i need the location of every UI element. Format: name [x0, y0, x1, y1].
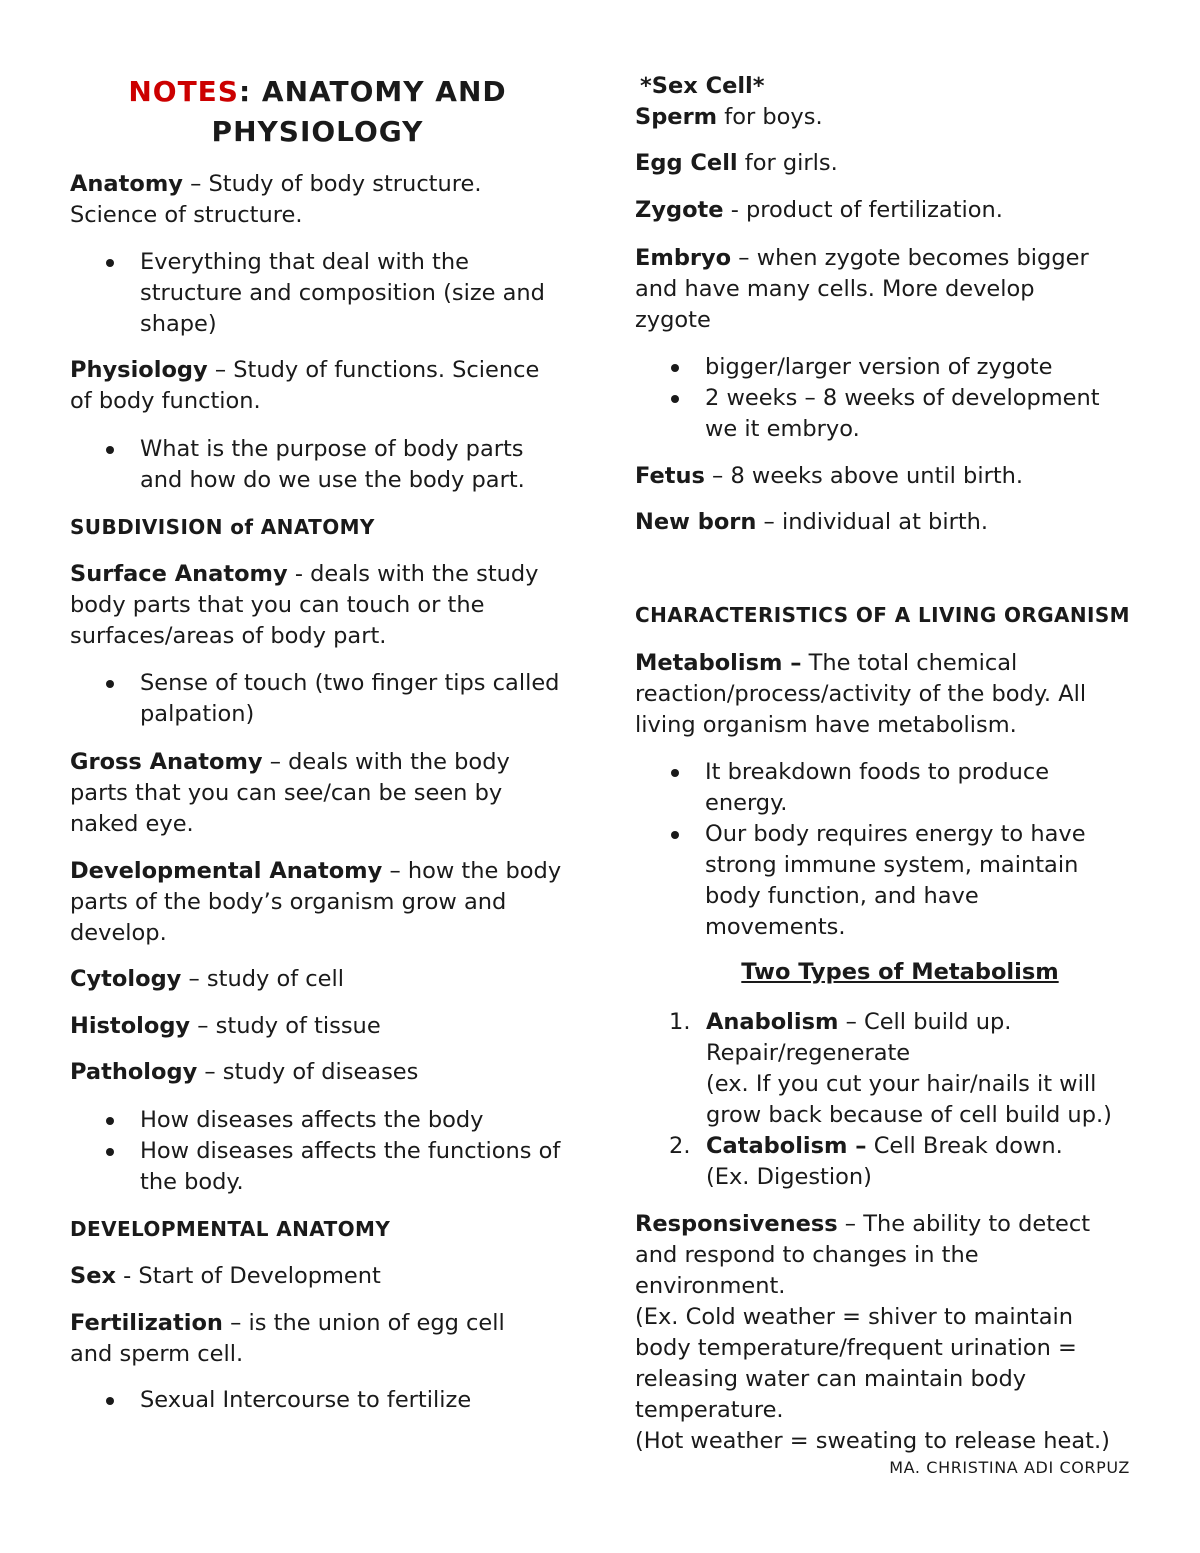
term: Fertilization: [70, 1310, 223, 1336]
term: Metabolism –: [635, 650, 802, 676]
physiology-bullets: [70, 434, 565, 496]
term: Zygote: [635, 197, 724, 223]
egg-definition: [635, 148, 1135, 179]
item-number: 1.: [669, 1009, 691, 1035]
example-cold: (Ex. Cold weather = shiver to maintain body temperature/frequent urination = releasing water can maintain body temperature.: [635, 1304, 1077, 1423]
list-item: bigger/larger version of zygote: [635, 352, 1110, 383]
sperm-definition: [635, 102, 1135, 133]
definition: – study of tissue: [190, 1013, 381, 1039]
gross-anatomy: [70, 747, 565, 840]
definition: – study of diseases: [197, 1059, 419, 1085]
definition: – is the union of egg cell and sperm cell.: [70, 1310, 505, 1367]
pathology-bullets: [70, 1105, 570, 1198]
list-item: [635, 1131, 1135, 1193]
sex-cell-heading: *Sex Cell*: [640, 73, 765, 99]
term: Sex: [70, 1263, 116, 1289]
definition: – Study of functions. Science of body function.: [70, 357, 540, 414]
list-item: Our body requires energy to have strong immune system, maintain body function, and have movements.: [635, 819, 1090, 943]
pathology: [70, 1057, 565, 1088]
author-footer: MA. CHRISTINA ADI CORPUZ: [889, 1458, 1130, 1477]
definition: – 8 weeks above until birth.: [704, 463, 1024, 489]
list-item: How diseases affects the body: [70, 1105, 570, 1136]
fertilization-definition: [70, 1308, 550, 1370]
item-number: 2.: [669, 1133, 691, 1159]
term: Physiology: [70, 357, 208, 383]
term: Sperm: [635, 104, 718, 130]
definition: - deals with the study body parts that you can touch or the surfaces/areas of body part.: [70, 561, 539, 649]
anatomy-definition: [70, 169, 570, 231]
embryo-bullets: [635, 352, 1110, 445]
surface-anatomy: [70, 559, 560, 652]
term: Anabolism: [706, 1009, 839, 1035]
term: Gross Anatomy: [70, 749, 263, 775]
example-hot: (Hot weather = sweating to release heat.): [635, 1428, 1110, 1454]
fertilization-bullets: [70, 1385, 570, 1416]
zygote-definition: [635, 195, 1135, 226]
definition: – when zygote becomes bigger and have many cells. More develop zygote: [635, 245, 1089, 333]
page-title: [70, 72, 565, 152]
newborn-definition: [635, 507, 1135, 538]
metabolism-bullets: [635, 757, 1090, 943]
term: Developmental Anatomy: [70, 858, 383, 884]
term: Anatomy: [70, 171, 183, 197]
anatomy-bullets: [70, 247, 565, 340]
term: Histology: [70, 1013, 191, 1039]
term: Fetus: [635, 463, 705, 489]
definition: The total chemical reaction/process/activity of the body. All living organism have metabolism.: [635, 650, 1087, 738]
developmental-heading: DEVELOPMENTAL ANATOMY: [70, 1217, 391, 1241]
title-line2: PHYSIOLOGY: [211, 115, 424, 148]
surface-bullets: [70, 668, 570, 730]
list-item: Everything that deal with the structure and composition (size and shape): [70, 247, 565, 340]
list-item: Sense of touch (two finger tips called palpation): [70, 668, 570, 730]
list-item: Sexual Intercourse to fertilize: [70, 1385, 570, 1416]
definition: for boys.: [717, 104, 823, 130]
definition: - Start of Development: [115, 1263, 381, 1289]
title-notes: NOTES: [128, 75, 239, 108]
definition: Cell Break down.: [866, 1133, 1063, 1159]
fetus-definition: [635, 461, 1135, 492]
term: Embryo: [635, 245, 732, 271]
list-item: [635, 1007, 1135, 1131]
list-item: How diseases affects the functions of the body.: [70, 1136, 570, 1198]
responsiveness-definition: [635, 1209, 1135, 1457]
term: New born: [635, 509, 757, 535]
definition: – deals with the body parts that you can see/can be seen by naked eye.: [70, 749, 510, 837]
definition: – individual at birth.: [756, 509, 989, 535]
histology: [70, 1011, 565, 1042]
definition-cont: Science of structure.: [70, 202, 303, 228]
list-item: What is the purpose of body parts and how do we use the body part.: [70, 434, 565, 496]
example: (Ex. Digestion): [706, 1164, 872, 1190]
metabolism-types-list: [635, 1007, 1135, 1193]
cytology: [70, 964, 565, 995]
term: Egg Cell: [635, 150, 738, 176]
term: Responsiveness: [635, 1211, 838, 1237]
sex-definition: [70, 1261, 565, 1292]
definition: – how the body parts of the body’s organism grow and develop.: [70, 858, 562, 946]
definition: – study of cell: [181, 966, 345, 992]
title-rest: : ANATOMY AND: [238, 75, 507, 108]
definition: – The ability to detect and respond to changes in the environment.: [635, 1211, 1091, 1299]
term: Cytology: [70, 966, 182, 992]
definition: for girls.: [737, 150, 838, 176]
metabolism-definition: [635, 648, 1115, 741]
term: Surface Anatomy: [70, 561, 288, 587]
definition: – Study of body structure.: [182, 171, 482, 197]
example: (ex. If you cut your hair/nails it will grow back because of cell build up.): [706, 1071, 1112, 1128]
physiology-definition: [70, 355, 565, 417]
metabolism-types-heading: Two Types of Metabolism: [741, 959, 1059, 985]
definition: – Cell build up.: [838, 1009, 1012, 1035]
term: Catabolism –: [706, 1133, 867, 1159]
subdivision-heading: SUBDIVISION of ANATOMY: [70, 515, 375, 539]
detail: Repair/regenerate: [706, 1040, 911, 1066]
embryo-definition: [635, 243, 1100, 336]
developmental-anatomy: [70, 856, 565, 949]
definition: - product of fertilization.: [723, 197, 1003, 223]
list-item: It breakdown foods to produce energy.: [635, 757, 1090, 819]
list-item: 2 weeks – 8 weeks of development we it embryo.: [635, 383, 1110, 445]
characteristics-heading: CHARACTERISTICS OF A LIVING ORGANISM: [635, 603, 1130, 627]
term: Pathology: [70, 1059, 198, 1085]
